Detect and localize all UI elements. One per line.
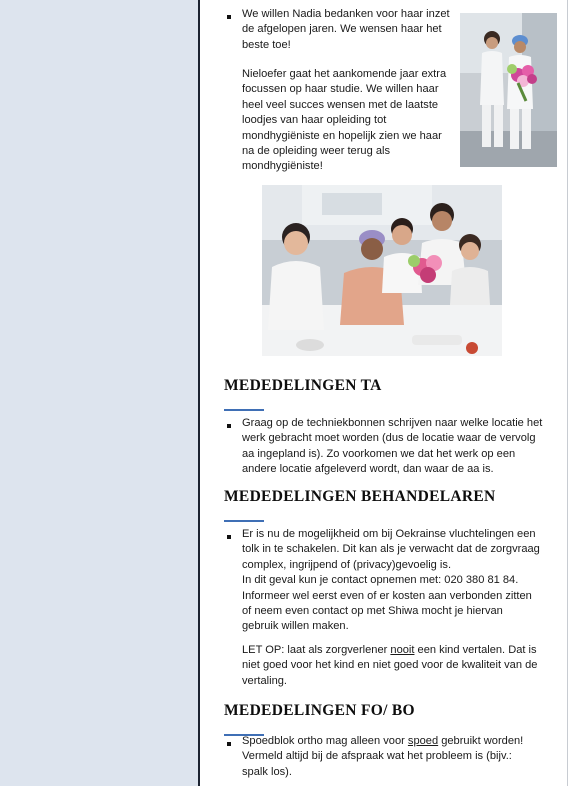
text-line: complex, ingrijpend of (privacy)gevoelig is.	[242, 558, 452, 571]
text-line: of neem even contact op met Shiwa mocht je hiervan	[242, 605, 503, 618]
text-line: Informeer wel eerst even of er kosten aan verbonden zitten	[242, 589, 532, 602]
text-line: tolk in te schakelen. Dit kan als je verwacht dat de zorgvraag	[242, 543, 540, 556]
bullet-marker	[227, 424, 231, 428]
text-line: aa ingepland is). Zo voorkomen we dat het werk op een	[242, 447, 516, 460]
text-line: mondhygiëniste en hopelijk zien we haar	[242, 129, 442, 142]
underlined-emphasis: spoed	[407, 735, 439, 747]
fo-bo-paragraph	[242, 734, 552, 780]
bullet-marker	[227, 15, 231, 19]
intro-paragraph-nadia	[242, 7, 452, 53]
text-line: Vermeld altijd bij de afspraak wat het probleem is (bijv.:	[242, 750, 512, 763]
text-line: mondhygiëniste!	[242, 160, 323, 173]
text-fragment: LET OP: laat als zorgverlener	[242, 644, 391, 656]
text-line: heel veel succes wensen met de laatste	[242, 98, 439, 111]
text-line: de afgelopen jaren. We wensen haar het	[242, 23, 442, 36]
text-line: focussen op haar studie. We willen haar	[242, 83, 439, 96]
text-line: spalk los).	[242, 765, 292, 778]
sidebar-panel	[0, 0, 198, 786]
heading-underline-rule	[224, 409, 264, 411]
photo-colleagues-flowers	[460, 13, 557, 167]
text-fragment: een kind vertalen. Dat is	[414, 644, 537, 656]
text-line: werk gebracht moet worden (dus de locatie waar de vervolg	[242, 432, 536, 445]
photo-illustration	[460, 13, 557, 167]
text-fragment: Spoedblok ortho mag alleen voor	[242, 735, 408, 747]
behandelaren-paragraph	[242, 527, 552, 635]
photo-team-group	[262, 185, 502, 356]
text-line: We willen Nadia bedanken voor haar inzet	[242, 8, 450, 20]
section-heading-behandelaren: MEDEDELINGEN BEHANDELAREN	[224, 488, 496, 505]
text-line: Graag op de techniekbonnen schrijven naar welke locatie het	[242, 417, 543, 429]
text-line: niet goed voor het kind en niet goed voor de kwaliteit van de	[242, 659, 538, 672]
section-heading-fo-bo: MEDEDELINGEN FO/ BO	[224, 702, 415, 719]
text-line: gebruik willen maken.	[242, 620, 349, 633]
sidebar-divider	[198, 0, 200, 786]
text-fragment: gebruikt worden!	[438, 735, 524, 747]
text-line: Er is nu de mogelijkheid om bij Oekrainse vluchtelingen een	[242, 528, 536, 540]
intro-paragraph-nieloefer	[242, 67, 452, 175]
text-line: In dit geval kun je contact opnemen met: 020 380 81 84.	[242, 574, 519, 587]
section-heading-ta: MEDEDELINGEN TA	[224, 377, 382, 394]
fo-bo-first-line	[242, 734, 552, 749]
text-line: vertaling.	[242, 674, 288, 687]
heading-underline-rule	[224, 520, 264, 522]
bullet-marker	[227, 742, 231, 746]
text-line: Nieloefer gaat het aankomende jaar extra	[242, 68, 447, 80]
underlined-emphasis: nooit	[390, 644, 415, 656]
text-line: beste toe!	[242, 38, 291, 51]
text-line: andere locatie afgeleverd wordt, dan waar de aa is.	[242, 463, 494, 476]
ta-paragraph	[242, 416, 552, 478]
photo-illustration	[262, 185, 502, 356]
letop-paragraph	[242, 643, 552, 689]
text-line: na de opleiding weer terug als	[242, 145, 391, 158]
text-line: loodjes van haar opleiding tot	[242, 114, 387, 127]
bullet-marker	[227, 535, 231, 539]
letop-first-line	[242, 643, 552, 658]
